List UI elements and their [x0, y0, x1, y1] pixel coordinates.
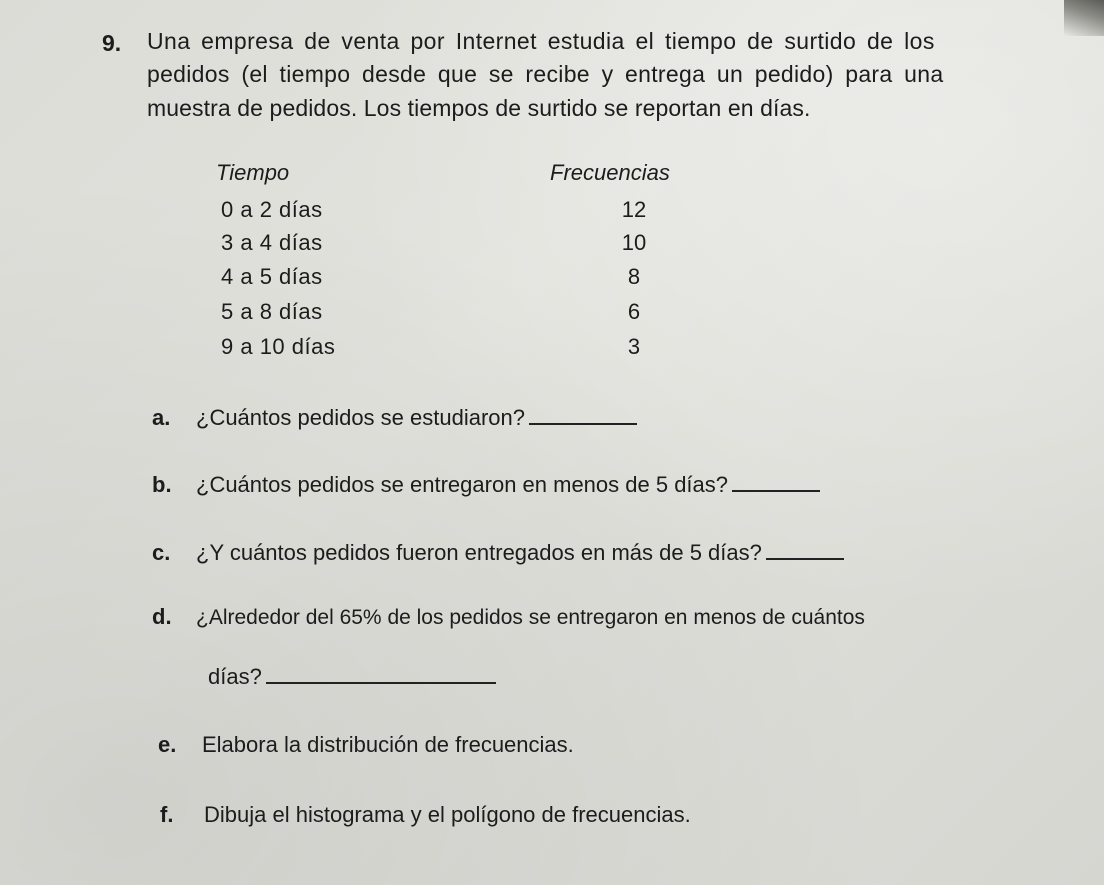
subquestion-text: días? [208, 664, 262, 689]
subquestion-letter: c. [152, 540, 171, 565]
table-row-value: 6 [627, 299, 641, 324]
subquestion-text: ¿Cuántos pedidos se estudiaron? [196, 405, 525, 430]
subquestion-b [152, 472, 820, 498]
answer-blank-a[interactable] [529, 405, 637, 425]
subquestion-c [152, 540, 844, 566]
answer-blank-d[interactable] [266, 664, 496, 684]
subquestion-e [158, 732, 574, 758]
question-stem-line-2: pedidos (el tiempo desde que se recibe y entrega un pedido) para una [147, 61, 944, 87]
table-row-value: 12 [621, 197, 647, 222]
subquestion-letter: d. [152, 604, 172, 629]
table-row-label: 0 a 2 días [221, 197, 323, 222]
subquestion-text: ¿Alrededor del 65% de los pedidos se entregaron en menos de cuántos [196, 606, 865, 629]
subquestion-d [152, 604, 865, 630]
subquestion-text: ¿Cuántos pedidos se entregaron en menos de 5 días? [196, 472, 729, 497]
table-header-tiempo: Tiempo [216, 160, 290, 185]
subquestion-letter: a. [152, 405, 171, 430]
table-row-label: 3 a 4 días [221, 230, 323, 255]
subquestion-text: Dibuja el histograma y el polígono de frecuencias. [204, 802, 691, 827]
subquestion-letter: f. [160, 802, 174, 827]
question-number: 9. [102, 30, 122, 56]
table-row-value: 10 [621, 230, 647, 255]
question-stem-line-1: Una empresa de venta por Internet estudia el tiempo de surtido de los [147, 28, 935, 54]
subquestion-text: ¿Y cuántos pedidos fueron entregados en más de 5 días? [196, 540, 762, 565]
table-row-value: 8 [627, 264, 641, 289]
subquestion-letter: b. [152, 472, 172, 497]
subquestion-f [160, 802, 691, 828]
answer-blank-b[interactable] [732, 472, 820, 492]
table-row-label: 9 a 10 días [221, 334, 336, 359]
answer-blank-c[interactable] [766, 540, 844, 560]
subquestion-letter: e. [158, 732, 177, 757]
table-row-label: 5 a 8 días [221, 299, 323, 324]
table-row-value: 3 [627, 334, 641, 359]
subquestion-text: Elabora la distribución de frecuencias. [202, 732, 574, 757]
table-row-label: 4 a 5 días [221, 264, 323, 289]
table-header-frecuencias: Frecuencias [550, 160, 670, 185]
subquestion-a [152, 405, 637, 431]
subquestion-d-continuation [208, 664, 496, 690]
question-stem-line-3: muestra de pedidos. Los tiempos de surtido se reportan en días. [147, 95, 811, 121]
